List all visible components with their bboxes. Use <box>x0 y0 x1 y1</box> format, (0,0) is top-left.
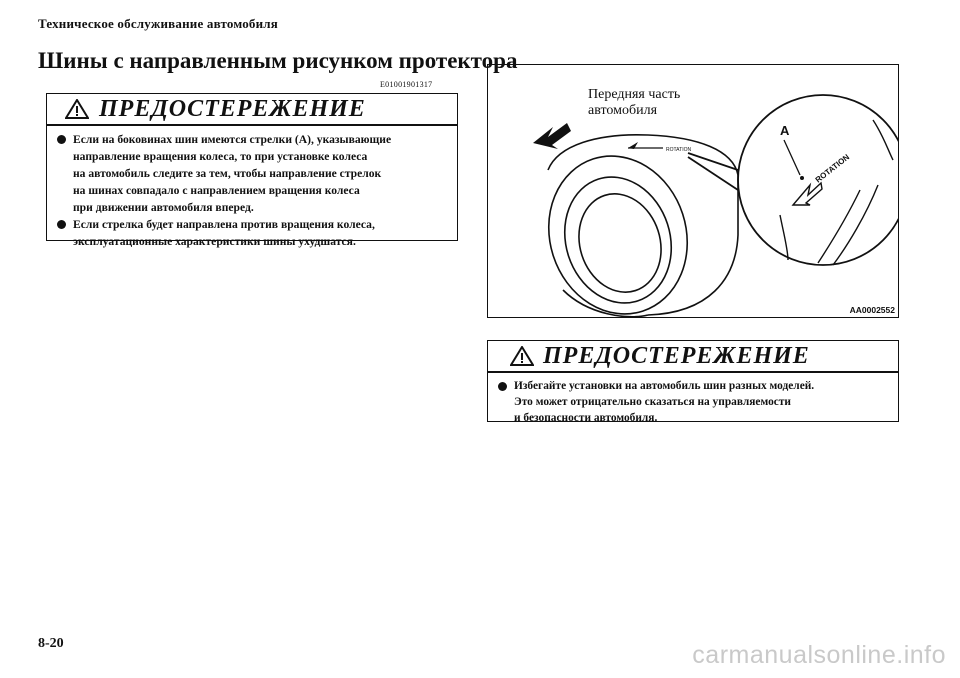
callout-marker-label: A <box>780 123 790 138</box>
warning-bullet-item <box>498 378 892 394</box>
figure-label-line: Передняя часть <box>588 87 681 102</box>
bullet-icon <box>57 220 66 229</box>
warning-header <box>488 341 898 373</box>
warning-box-tire-models <box>487 340 899 422</box>
tire-text-large: ROTATION <box>813 152 852 185</box>
tire-rotation-figure <box>487 64 899 318</box>
forward-arrow-icon <box>533 123 571 149</box>
section-title: Шины с направленным рисунком протектора <box>38 48 518 73</box>
bullet-icon <box>57 135 66 144</box>
warning-triangle-icon <box>65 99 89 119</box>
text-line: при движении автомобиля вперед. <box>73 201 254 214</box>
warning-body <box>488 373 898 430</box>
warning-body <box>47 126 457 254</box>
text-line: на шинах совпадало с направлением вращения колеса <box>73 184 360 197</box>
rotation-mark-large-icon <box>793 183 822 205</box>
warning-box-tire-direction <box>46 93 458 248</box>
warning-triangle-icon <box>510 346 534 366</box>
figure-label-line: автомобиля <box>588 103 658 118</box>
text-line: Если стрелка будет направлена против вращения колеса, <box>73 218 375 231</box>
warning-title: ПРЕДОСТЕРЕЖЕНИЕ <box>543 343 810 369</box>
text-line: на автомобиль следите за тем, чтобы направление стрелок <box>73 167 382 180</box>
text-line: и безопасности автомобиля. <box>514 412 658 424</box>
callout-pointer-line <box>784 140 804 180</box>
warning-header <box>47 94 457 126</box>
figure-code: AA0002552 <box>849 305 895 315</box>
tire-drawing <box>529 135 738 317</box>
warning-bullet-item <box>57 216 451 250</box>
bullet-icon <box>498 382 507 391</box>
magnified-tread <box>780 120 893 265</box>
callout-magnifier <box>688 95 898 265</box>
watermark: carmanualsonline.info <box>692 641 946 669</box>
text-line: направление вращения колеса, то при установке колеса <box>73 150 368 163</box>
text-line: Избегайте установки на автомобиль шин разных моделей. <box>514 380 815 392</box>
text-line: эксплуатационные характеристики шины ухудшатся. <box>73 235 356 248</box>
text-line: Если на боковинах шин имеются стрелки (A), указывающие <box>73 133 392 146</box>
rotation-mark-small-icon <box>628 142 663 149</box>
tire-illustration <box>488 65 898 317</box>
page-number: 8-20 <box>38 636 64 651</box>
running-header: Техническое обслуживание автомобиля <box>38 16 279 31</box>
tire-text-small: ROTATION <box>666 147 692 153</box>
figure-label <box>588 87 680 119</box>
text-line: Это может отрицательно сказаться на управляемости <box>514 396 791 408</box>
warning-title: ПРЕДОСТЕРЕЖЕНИЕ <box>99 96 366 122</box>
section-code: E01001901317 <box>380 80 433 89</box>
warning-bullet-item <box>57 131 451 216</box>
